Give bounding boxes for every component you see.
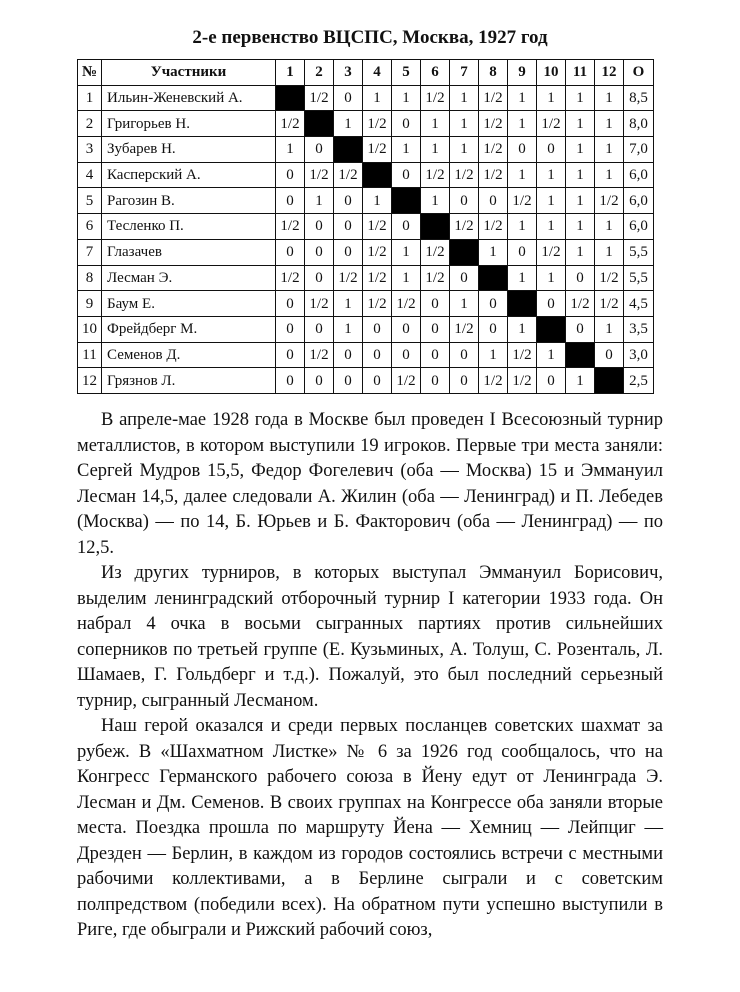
result-cell: 1/2 xyxy=(479,368,508,394)
result-cell: 1 xyxy=(392,137,421,163)
header-total: О xyxy=(624,60,654,86)
row-number: 10 xyxy=(78,316,102,342)
result-cell: 1 xyxy=(595,137,624,163)
row-number: 4 xyxy=(78,162,102,188)
header-col-5: 5 xyxy=(392,60,421,86)
table-row xyxy=(78,85,654,111)
row-number: 11 xyxy=(78,342,102,368)
result-cell: 1/2 xyxy=(421,162,450,188)
result-cell: 0 xyxy=(392,214,421,240)
result-cell: 1 xyxy=(508,162,537,188)
participant-name: Лесман Э. xyxy=(102,265,276,291)
result-cell: 1/2 xyxy=(595,265,624,291)
total-score: 3,5 xyxy=(624,316,654,342)
result-cell: 1 xyxy=(334,291,363,317)
result-cell: 1 xyxy=(363,188,392,214)
result-cell: 1 xyxy=(450,137,479,163)
result-cell: 1/2 xyxy=(363,291,392,317)
result-cell: 0 xyxy=(392,316,421,342)
row-number: 3 xyxy=(78,137,102,163)
result-cell: 1 xyxy=(595,111,624,137)
result-cell: 1 xyxy=(421,188,450,214)
result-cell: 0 xyxy=(392,162,421,188)
result-cell: 1/2 xyxy=(363,137,392,163)
result-cell: 1 xyxy=(421,137,450,163)
page-title: 2-е первенство ВЦСПС, Москва, 1927 год xyxy=(192,27,548,48)
total-score: 8,0 xyxy=(624,111,654,137)
result-cell: 0 xyxy=(334,214,363,240)
result-cell: 0 xyxy=(566,316,595,342)
result-cell: 1/2 xyxy=(450,162,479,188)
table-row xyxy=(78,368,654,394)
result-cell: 1 xyxy=(508,265,537,291)
header-col-8: 8 xyxy=(479,60,508,86)
result-cell: 1/2 xyxy=(537,239,566,265)
result-cell: 0 xyxy=(392,111,421,137)
result-cell: 1/2 xyxy=(305,291,334,317)
result-cell: 1/2 xyxy=(421,265,450,291)
result-cell: 1/2 xyxy=(479,85,508,111)
result-cell: 0 xyxy=(508,239,537,265)
row-number: 5 xyxy=(78,188,102,214)
total-score: 6,0 xyxy=(624,162,654,188)
result-cell: 1 xyxy=(537,265,566,291)
result-cell: 1/2 xyxy=(276,214,305,240)
result-cell: 1 xyxy=(508,111,537,137)
result-cell: 1 xyxy=(595,85,624,111)
result-cell: 1 xyxy=(537,214,566,240)
header-participants: Участники xyxy=(102,60,276,86)
total-score: 3,0 xyxy=(624,342,654,368)
diagonal-cell xyxy=(363,162,392,188)
header-col-4: 4 xyxy=(363,60,392,86)
table-row xyxy=(78,214,654,240)
result-cell: 1/2 xyxy=(537,111,566,137)
result-cell: 1 xyxy=(508,85,537,111)
row-number: 6 xyxy=(78,214,102,240)
paragraph: Из других турниров, в которых выступал Эммануил Борисович, выделим ленинградский отборочный турнир I категории 1933 года. Он набрал 4 очка в восьми сыгранных партиях против сильнейших соперников по третьей группе (Е. Кузьминых, А. Толуш, С. Розенталь, Л. Шамаев, Г. Гольдберг и т.д.). Пожалуй, это был последний серьезный турнир, сыгранный Лесманом. xyxy=(77,563,663,711)
result-cell: 1 xyxy=(595,316,624,342)
result-cell: 1 xyxy=(305,188,334,214)
total-score: 5,5 xyxy=(624,239,654,265)
table-row xyxy=(78,291,654,317)
diagonal-cell xyxy=(334,137,363,163)
result-cell: 1/2 xyxy=(508,342,537,368)
result-cell: 0 xyxy=(305,316,334,342)
result-cell: 0 xyxy=(276,162,305,188)
diagonal-cell xyxy=(595,368,624,394)
total-score: 2,5 xyxy=(624,368,654,394)
row-number: 8 xyxy=(78,265,102,291)
result-cell: 0 xyxy=(421,342,450,368)
result-cell: 1 xyxy=(566,239,595,265)
participant-name: Фрейдберг М. xyxy=(102,316,276,342)
result-cell: 1 xyxy=(566,368,595,394)
result-cell: 0 xyxy=(479,316,508,342)
result-cell: 0 xyxy=(334,342,363,368)
result-cell: 1 xyxy=(566,137,595,163)
result-cell: 1 xyxy=(566,188,595,214)
result-cell: 1/2 xyxy=(305,85,334,111)
header-col-12: 12 xyxy=(595,60,624,86)
result-cell: 0 xyxy=(595,342,624,368)
result-cell: 1/2 xyxy=(334,162,363,188)
result-cell: 1/2 xyxy=(508,188,537,214)
result-cell: 0 xyxy=(363,316,392,342)
result-cell: 1/2 xyxy=(392,291,421,317)
header-number: № xyxy=(78,60,102,86)
row-number: 9 xyxy=(78,291,102,317)
result-cell: 1 xyxy=(450,111,479,137)
result-cell: 0 xyxy=(276,368,305,394)
result-cell: 0 xyxy=(305,137,334,163)
result-cell: 0 xyxy=(479,291,508,317)
result-cell: 1/2 xyxy=(479,111,508,137)
header-col-9: 9 xyxy=(508,60,537,86)
table-header-row xyxy=(78,60,654,86)
result-cell: 1 xyxy=(595,239,624,265)
result-cell: 0 xyxy=(421,316,450,342)
result-cell: 1/2 xyxy=(276,111,305,137)
result-cell: 1/2 xyxy=(363,111,392,137)
result-cell: 1/2 xyxy=(566,291,595,317)
body-text xyxy=(77,408,663,944)
participant-name: Грязнов Л. xyxy=(102,368,276,394)
table-row xyxy=(78,316,654,342)
result-cell: 1/2 xyxy=(595,291,624,317)
result-cell: 1 xyxy=(566,85,595,111)
result-cell: 1 xyxy=(508,316,537,342)
result-cell: 0 xyxy=(276,291,305,317)
table-row xyxy=(78,265,654,291)
total-score: 6,0 xyxy=(624,188,654,214)
result-cell: 1 xyxy=(334,111,363,137)
total-score: 4,5 xyxy=(624,291,654,317)
table-row xyxy=(78,137,654,163)
result-cell: 1 xyxy=(537,162,566,188)
participant-name: Глазачев xyxy=(102,239,276,265)
total-score: 6,0 xyxy=(624,214,654,240)
row-number: 1 xyxy=(78,85,102,111)
total-score: 8,5 xyxy=(624,85,654,111)
tournament-table xyxy=(77,59,654,394)
participant-name: Баум Е. xyxy=(102,291,276,317)
table-body xyxy=(78,85,654,393)
row-number: 2 xyxy=(78,111,102,137)
result-cell: 0 xyxy=(450,368,479,394)
header-col-11: 11 xyxy=(566,60,595,86)
paragraph: Наш герой оказался и среди первых посланцев советских шахмат за рубеж. В «Шахматном Листке» № 6 за 1926 год сообщалось, что на Конгресс Германского рабочего союза в Йену едут от Ленинграда Э. Лесман и Дм. Семенов. В своих группах на Конгрессе оба заняли вторые места. Поездка прошла по маршруту Йена — Хемниц — Лейпциг — Дрезден — Берлин, в каждом из городов состоялись встречи с местными рабочими коллективами, а в Берлине сыграли и с советским полпредством (победили всех). На обратном пути успешно выступили в Риге, где обыграли и Рижский рабочий союз, xyxy=(77,716,663,940)
result-cell: 1 xyxy=(566,111,595,137)
result-cell: 0 xyxy=(334,85,363,111)
table-row xyxy=(78,239,654,265)
result-cell: 1/2 xyxy=(334,265,363,291)
result-cell: 1/2 xyxy=(421,85,450,111)
result-cell: 1 xyxy=(363,85,392,111)
diagonal-cell xyxy=(537,316,566,342)
result-cell: 0 xyxy=(276,316,305,342)
result-cell: 1/2 xyxy=(421,239,450,265)
result-cell: 0 xyxy=(305,239,334,265)
result-cell: 0 xyxy=(537,291,566,317)
diagonal-cell xyxy=(566,342,595,368)
header-col-2: 2 xyxy=(305,60,334,86)
result-cell: 0 xyxy=(276,342,305,368)
header-col-10: 10 xyxy=(537,60,566,86)
diagonal-cell xyxy=(392,188,421,214)
header-col-6: 6 xyxy=(421,60,450,86)
result-cell: 0 xyxy=(508,137,537,163)
result-cell: 0 xyxy=(363,368,392,394)
participant-name: Семенов Д. xyxy=(102,342,276,368)
result-cell: 1 xyxy=(537,342,566,368)
result-cell: 0 xyxy=(276,188,305,214)
result-cell: 1/2 xyxy=(450,316,479,342)
header-col-7: 7 xyxy=(450,60,479,86)
result-cell: 1 xyxy=(479,239,508,265)
result-cell: 1/2 xyxy=(276,265,305,291)
participant-name: Рагозин В. xyxy=(102,188,276,214)
result-cell: 1/2 xyxy=(363,214,392,240)
result-cell: 0 xyxy=(566,265,595,291)
participant-name: Касперский А. xyxy=(102,162,276,188)
result-cell: 1 xyxy=(392,85,421,111)
result-cell: 0 xyxy=(334,239,363,265)
result-cell: 1 xyxy=(537,188,566,214)
result-cell: 1/2 xyxy=(595,188,624,214)
participant-name: Ильин-Женевский А. xyxy=(102,85,276,111)
result-cell: 0 xyxy=(305,265,334,291)
result-cell: 0 xyxy=(334,368,363,394)
result-cell: 1/2 xyxy=(479,137,508,163)
diagonal-cell xyxy=(305,111,334,137)
result-cell: 1 xyxy=(334,316,363,342)
participant-name: Григорьев Н. xyxy=(102,111,276,137)
result-cell: 0 xyxy=(305,368,334,394)
result-cell: 1 xyxy=(479,342,508,368)
result-cell: 0 xyxy=(421,291,450,317)
table-row xyxy=(78,111,654,137)
result-cell: 1/2 xyxy=(479,214,508,240)
result-cell: 1 xyxy=(595,214,624,240)
header-col-3: 3 xyxy=(334,60,363,86)
result-cell: 1/2 xyxy=(508,368,537,394)
result-cell: 0 xyxy=(537,368,566,394)
paragraph: В апреле-мае 1928 года в Москве был проведен I Всесоюзный турнир металлистов, в котором выступили 19 игроков. Первые три места заняли: Сергей Мудров 15,5, Федор Фогелевич (оба — Москва) 15 и Эммануил Лесман 14,5, далее следовали А. Жилин (оба — Ленинград) и П. Лебедев (Москва) — по 14, Б. Юрьев и Б. Факторович (оба — Ленинград) — по 12,5. xyxy=(77,410,663,558)
result-cell: 1 xyxy=(537,85,566,111)
result-cell: 1 xyxy=(508,214,537,240)
diagonal-cell xyxy=(450,239,479,265)
result-cell: 1 xyxy=(450,291,479,317)
result-cell: 1 xyxy=(566,162,595,188)
table-row xyxy=(78,342,654,368)
result-cell: 0 xyxy=(537,137,566,163)
result-cell: 1/2 xyxy=(305,162,334,188)
result-cell: 1/2 xyxy=(305,342,334,368)
result-cell: 0 xyxy=(450,265,479,291)
diagonal-cell xyxy=(479,265,508,291)
result-cell: 1/2 xyxy=(479,162,508,188)
result-cell: 0 xyxy=(305,214,334,240)
result-cell: 1 xyxy=(450,85,479,111)
diagonal-cell xyxy=(508,291,537,317)
result-cell: 1 xyxy=(392,265,421,291)
table-row xyxy=(78,162,654,188)
diagonal-cell xyxy=(421,214,450,240)
result-cell: 1/2 xyxy=(450,214,479,240)
result-cell: 1/2 xyxy=(363,239,392,265)
table-row xyxy=(78,188,654,214)
result-cell: 1 xyxy=(421,111,450,137)
result-cell: 0 xyxy=(450,342,479,368)
result-cell: 1/2 xyxy=(363,265,392,291)
row-number: 7 xyxy=(78,239,102,265)
diagonal-cell xyxy=(276,85,305,111)
result-cell: 1 xyxy=(595,162,624,188)
result-cell: 0 xyxy=(392,342,421,368)
result-cell: 1/2 xyxy=(392,368,421,394)
result-cell: 1 xyxy=(566,214,595,240)
header-col-1: 1 xyxy=(276,60,305,86)
result-cell: 0 xyxy=(421,368,450,394)
result-cell: 1 xyxy=(276,137,305,163)
participant-name: Зубарев Н. xyxy=(102,137,276,163)
result-cell: 1 xyxy=(392,239,421,265)
total-score: 5,5 xyxy=(624,265,654,291)
result-cell: 0 xyxy=(363,342,392,368)
total-score: 7,0 xyxy=(624,137,654,163)
participant-name: Тесленко П. xyxy=(102,214,276,240)
row-number: 12 xyxy=(78,368,102,394)
result-cell: 0 xyxy=(334,188,363,214)
result-cell: 0 xyxy=(450,188,479,214)
result-cell: 0 xyxy=(276,239,305,265)
result-cell: 0 xyxy=(479,188,508,214)
